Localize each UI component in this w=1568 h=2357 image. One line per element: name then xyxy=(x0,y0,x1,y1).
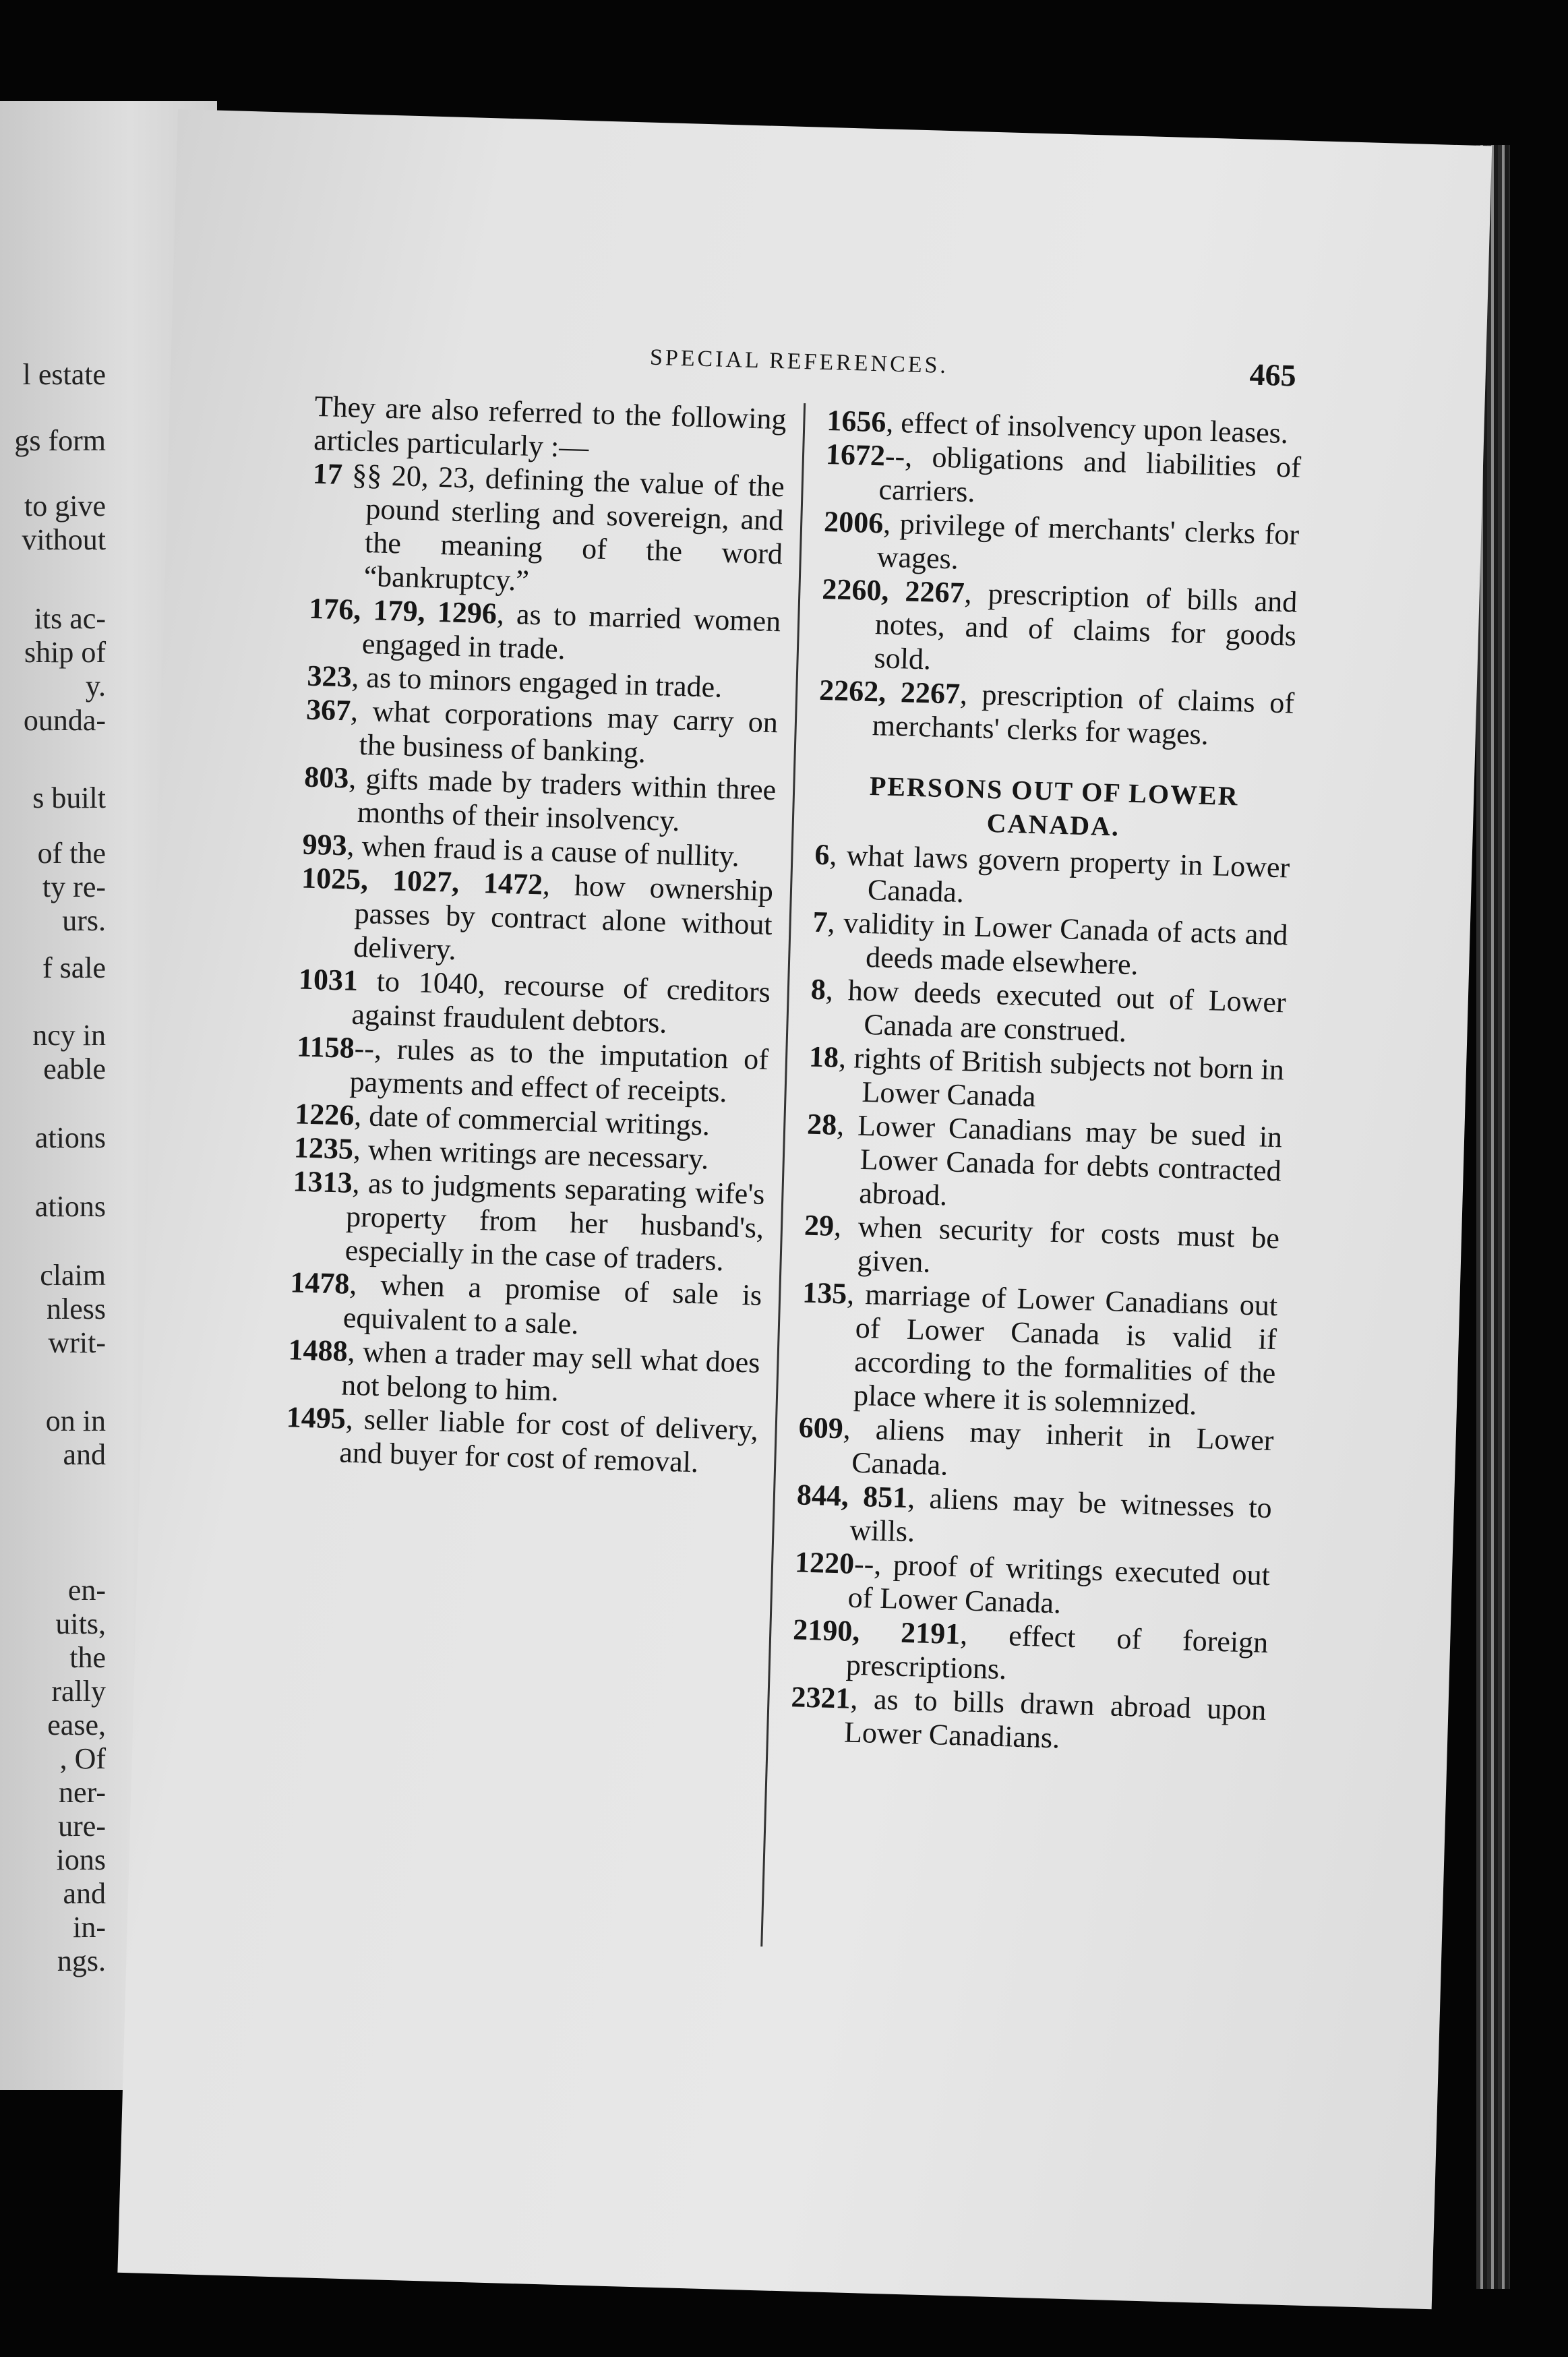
article-number: 323 xyxy=(306,659,353,694)
article-number: 1656 xyxy=(826,404,887,439)
facing-page-text: writ- xyxy=(48,1326,106,1359)
facing-page-text: ner- xyxy=(59,1776,106,1809)
article-number: 367 xyxy=(305,692,351,727)
facing-page-text: the xyxy=(69,1641,106,1674)
facing-page-text: s built xyxy=(32,781,106,814)
reference-text: , Lower Canadians may be sued in Lower Canada for debts contracted abroad. xyxy=(836,1108,1283,1212)
reference-entry xyxy=(818,674,1295,754)
reference-text: , aliens may be witnesses to wills. xyxy=(849,1481,1273,1549)
article-number: 8 xyxy=(810,972,826,1007)
article-number: 1495 xyxy=(286,1400,346,1435)
facing-page-text: ions xyxy=(56,1843,106,1876)
reference-entry xyxy=(295,1030,769,1110)
reference-text: , aliens may inherit in Lower Canada. xyxy=(843,1412,1275,1482)
reference-text: --, rules as to the imputation of payments and effect of receipts. xyxy=(349,1031,769,1109)
article-number: 2006 xyxy=(823,505,884,540)
facing-page-text: y. xyxy=(85,669,106,703)
reference-entry xyxy=(289,1265,762,1346)
reference-entry xyxy=(805,1108,1283,1222)
reference-text: --, proof of writings executed out of Lower Canada. xyxy=(847,1547,1271,1620)
reference-text: , as to bills drawn abroad upon Lower Canadians. xyxy=(843,1681,1267,1755)
article-number: 7 xyxy=(812,905,828,939)
reference-text: --, obligations and liabilities of carriers. xyxy=(878,439,1302,509)
reference-text: , as to minors engaged in trade. xyxy=(351,660,723,704)
article-number: 28 xyxy=(806,1107,838,1141)
facing-page-text: urs. xyxy=(62,904,106,937)
article-number: 2260, 2267 xyxy=(821,572,965,609)
reference-entry xyxy=(824,438,1302,518)
book-page xyxy=(117,109,1492,2309)
facing-page-text: on in xyxy=(45,1404,106,1437)
reference-entry xyxy=(822,505,1300,586)
facing-page-text: ty re- xyxy=(42,870,106,903)
reference-text: , what corporations may carry on the business of banking. xyxy=(350,694,779,769)
article-number: 1025, 1027, 1472 xyxy=(301,861,543,901)
reference-entry xyxy=(797,1410,1275,1491)
reference-text: , when fraud is a cause of nullity. xyxy=(346,829,740,873)
reference-entry xyxy=(810,973,1287,1054)
facing-page-text: ations xyxy=(34,1121,106,1154)
facing-page-text: eable xyxy=(43,1052,106,1085)
reference-entry xyxy=(287,1333,761,1414)
facing-page-text: of the xyxy=(37,837,106,870)
article-number: 1031 xyxy=(298,962,359,997)
right-bottom-entries xyxy=(789,838,1290,1761)
article-number: 29 xyxy=(804,1208,835,1243)
reference-text: , date of commercial writings. xyxy=(353,1098,711,1142)
article-number: 2262, 2267 xyxy=(818,673,961,711)
facing-page-text: its ac- xyxy=(34,602,106,635)
facing-page-text: ounda- xyxy=(23,704,106,737)
article-number: 18 xyxy=(808,1040,839,1074)
facing-page-text: ncy in xyxy=(32,1019,106,1052)
article-number: 6 xyxy=(814,837,831,872)
section-heading: PERSONS OUT OF LOWER CANADA. xyxy=(869,771,1240,842)
reference-entry xyxy=(285,1400,759,1481)
right-column xyxy=(789,404,1302,1761)
article-number: 2190, 2191 xyxy=(792,1613,961,1651)
facing-page-text: ship of xyxy=(24,636,106,669)
reference-text: , validity in Lower Canada of acts and deeds made elsewhere. xyxy=(827,905,1289,982)
article-number: 1220 xyxy=(794,1545,855,1580)
article-number: 17 xyxy=(312,456,343,491)
reference-entry xyxy=(795,1478,1273,1559)
facing-page-text: l estate xyxy=(22,358,106,391)
reference-entry xyxy=(791,1613,1269,1694)
page-number: 465 xyxy=(1248,357,1297,393)
reference-text: , rights of British subjects not born in Lower Canada xyxy=(838,1040,1285,1114)
article-number: 803 xyxy=(303,760,350,795)
facing-page-text: en- xyxy=(67,1574,106,1607)
reference-text: , prescription of bills and notes, and of claims for goods sold. xyxy=(874,576,1298,676)
reference-entry xyxy=(813,838,1290,919)
reference-entry xyxy=(305,693,779,774)
intro-paragraph: They are also referred to the following articles particularly :— xyxy=(313,389,787,465)
reference-text: to 1040, recourse of creditors against fraudulent debtors. xyxy=(351,963,771,1040)
article-number: 1158 xyxy=(296,1030,355,1065)
facing-page-text: rally xyxy=(51,1675,106,1708)
facing-page-text: claim xyxy=(40,1259,106,1292)
facing-page-text: to give xyxy=(24,489,106,523)
facing-page-text: vithout xyxy=(22,523,106,556)
right-top-entries xyxy=(818,404,1302,754)
reference-entry xyxy=(808,1040,1285,1121)
reference-entry xyxy=(299,862,774,976)
reference-text: , as to judgments separating wife's property from her husband's, especially in the case of traders. xyxy=(344,1166,766,1278)
facing-page-text: ngs. xyxy=(57,1944,106,1977)
reference-text: , privilege of merchants' clerks for wages. xyxy=(876,506,1300,576)
reference-entry xyxy=(789,1680,1267,1761)
article-number: 1478 xyxy=(289,1265,351,1301)
facing-page-text: ure- xyxy=(58,1810,106,1843)
reference-text: , marriage of Lower Canadians out of Lower Canada is valid if according to the formalities of the place where it is solemnized. xyxy=(846,1277,1278,1421)
facing-page-text: and xyxy=(63,1438,106,1471)
article-number: 135 xyxy=(802,1276,848,1311)
reference-entry xyxy=(307,592,781,673)
reference-text: , effect of foreign prescriptions. xyxy=(845,1617,1269,1686)
reference-text: §§ 20, 23, defining the value of the pound sterling and sovereign, and the meaning of the word “bankruptcy.” xyxy=(342,458,785,597)
reference-text: , effect of insolvency upon leases. xyxy=(885,405,1289,450)
reference-entry xyxy=(799,1276,1277,1425)
article-number: 1226 xyxy=(294,1097,355,1132)
facing-page-text: nless xyxy=(47,1292,106,1325)
article-number: 1672 xyxy=(825,438,886,473)
reference-text: , when a trader may sell what does not belong to him. xyxy=(340,1334,761,1408)
article-number: 2321 xyxy=(790,1680,851,1715)
reference-entry xyxy=(820,572,1298,687)
reference-entry xyxy=(803,1209,1280,1290)
reference-entry xyxy=(297,963,771,1044)
article-number: 609 xyxy=(798,1410,844,1445)
reference-text: , what laws govern property in Lower Canada. xyxy=(828,838,1290,909)
article-number: 1313 xyxy=(292,1164,353,1199)
running-head: SPECIAL REFERENCES. xyxy=(649,345,949,379)
reference-entry xyxy=(793,1545,1271,1626)
facing-page-text: ations xyxy=(34,1190,106,1223)
article-number: 1488 xyxy=(288,1333,349,1368)
facing-page-text: f sale xyxy=(42,951,106,984)
reference-text: , when a promise of sale is equivalent to a sale. xyxy=(342,1267,762,1341)
article-number: 993 xyxy=(301,827,348,862)
reference-text: , prescription of claims of merchants' clerks for wages. xyxy=(872,677,1295,752)
reference-entry xyxy=(812,905,1289,986)
facing-page-text: and xyxy=(63,1877,106,1910)
facing-page-text: uits, xyxy=(55,1607,106,1640)
article-number: 176, 179, 1296 xyxy=(308,591,497,630)
reference-entry xyxy=(309,457,785,605)
reference-text: , how deeds executed out of Lower Canada are construed. xyxy=(825,973,1287,1048)
reference-entry xyxy=(303,760,777,841)
article-number: 844, 851 xyxy=(796,1478,908,1515)
reference-text: , gifts made by traders within three months of their insolvency. xyxy=(348,761,777,838)
reference-text: , when security for costs must be given. xyxy=(833,1209,1280,1279)
reference-text: , as to married women engaged in trade. xyxy=(361,597,781,666)
facing-page-text: gs form xyxy=(14,424,106,457)
facing-page-text: in- xyxy=(73,1911,106,1944)
facing-page-text: , Of xyxy=(59,1742,106,1775)
facing-page-text: ease, xyxy=(47,1708,106,1741)
reference-entry xyxy=(291,1164,765,1278)
reference-text: , how ownership passes by contract alone without delivery. xyxy=(353,868,774,966)
reference-text: , seller liable for cost of delivery, and buyer for cost of removal. xyxy=(338,1402,759,1479)
left-column xyxy=(285,390,787,1481)
article-number: 1235 xyxy=(293,1131,354,1166)
reference-text: , when writings are necessary. xyxy=(353,1132,709,1176)
